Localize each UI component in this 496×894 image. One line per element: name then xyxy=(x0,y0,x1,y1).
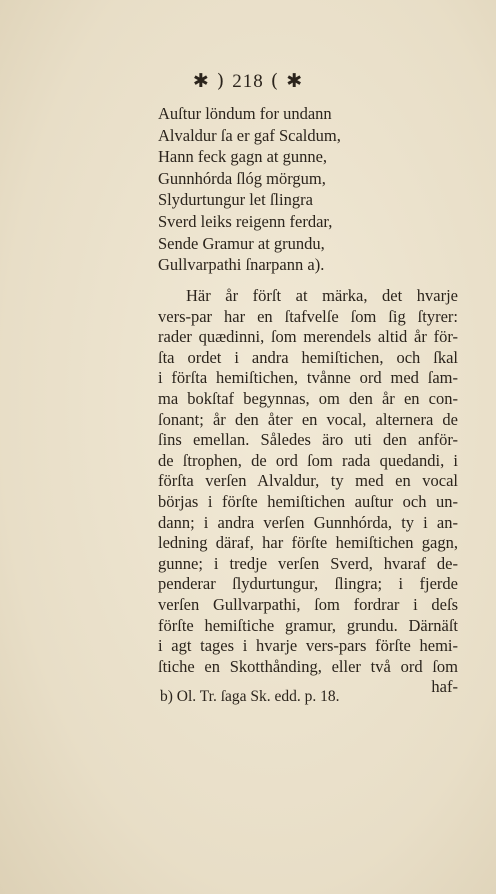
text-line: i förſta hemiſtichen, tvånne ord med ſam- xyxy=(158,368,458,388)
text-line: ledning däraf, har förſte hemiſtichen gagn, xyxy=(158,533,458,553)
poem-line: Alvaldur ſa er gaf Scaldum, xyxy=(158,125,341,145)
poem-line: Gullvarpathi ſnarpann a). xyxy=(158,255,325,275)
text-line: dann; i andra verſen Gunnhórda, ty i an- xyxy=(158,512,458,532)
text-line: ſins emellan. Således äro uti den anför- xyxy=(158,430,458,450)
text-line: Här år förſt at märka, det hvarje xyxy=(186,286,458,305)
right-ornament: ( ✱ xyxy=(270,70,304,92)
text-line: ſtiche en Skotthånding, eller två ord ſom xyxy=(158,656,458,676)
text-line: ſonant; år den åter en vocal, alternera de xyxy=(158,409,458,429)
text-line: rader quædinni, ſom merendels altid år för- xyxy=(158,327,458,347)
text-line: förſta verſen Alvaldur, ty med en vocal xyxy=(158,471,458,491)
page-header xyxy=(0,70,496,93)
poem-line: Sverd leiks reigenn ferdar, xyxy=(158,211,333,231)
text-line: i agt tages i hvarje vers-pars förſte hemi- xyxy=(158,636,458,656)
text-line: börjas i förſte hemiſtichen auſtur och un- xyxy=(158,491,458,511)
catchword: haf- xyxy=(431,677,458,697)
page-number: 218 xyxy=(232,71,264,92)
left-ornament: ✱ ) xyxy=(192,70,226,92)
text-line: penderar ſlydurtungur, ſlingra; i fjerde xyxy=(158,574,458,594)
body-paragraph xyxy=(158,286,458,698)
text-line: vers-par har en ſtafvelſe ſom ſig ſtyrer: xyxy=(158,306,458,326)
poem-stanza xyxy=(158,103,341,276)
poem-line: Sende Gramur at grundu, xyxy=(158,233,325,253)
footnote: b) Ol. Tr. ſaga Sk. edd. p. 18. xyxy=(160,688,340,705)
text-line: ma bokſtaf begynnas, om den år en con- xyxy=(158,388,458,408)
text-line: ſta ordet i andra hemiſtichen, och ſkal xyxy=(158,347,458,367)
text-line: förſte hemiſtiche gramur, grundu. Därnäſt xyxy=(158,615,458,635)
text-line: verſen Gullvarpathi, ſom fordrar i deſs xyxy=(158,594,458,614)
text-line: gunne; i tredje verſen Sverd, hvaraf de- xyxy=(158,553,458,573)
poem-line: Auſtur löndum for undann xyxy=(158,104,332,123)
text-line: de ſtrophen, de ord ſom rada quedandi, i xyxy=(158,450,458,470)
poem-line: Slydurtungur let ſlingra xyxy=(158,190,313,210)
poem-line: Gunnhórda ſlóg mörgum, xyxy=(158,168,326,188)
poem-line: Hann feck gagn at gunne, xyxy=(158,147,328,167)
